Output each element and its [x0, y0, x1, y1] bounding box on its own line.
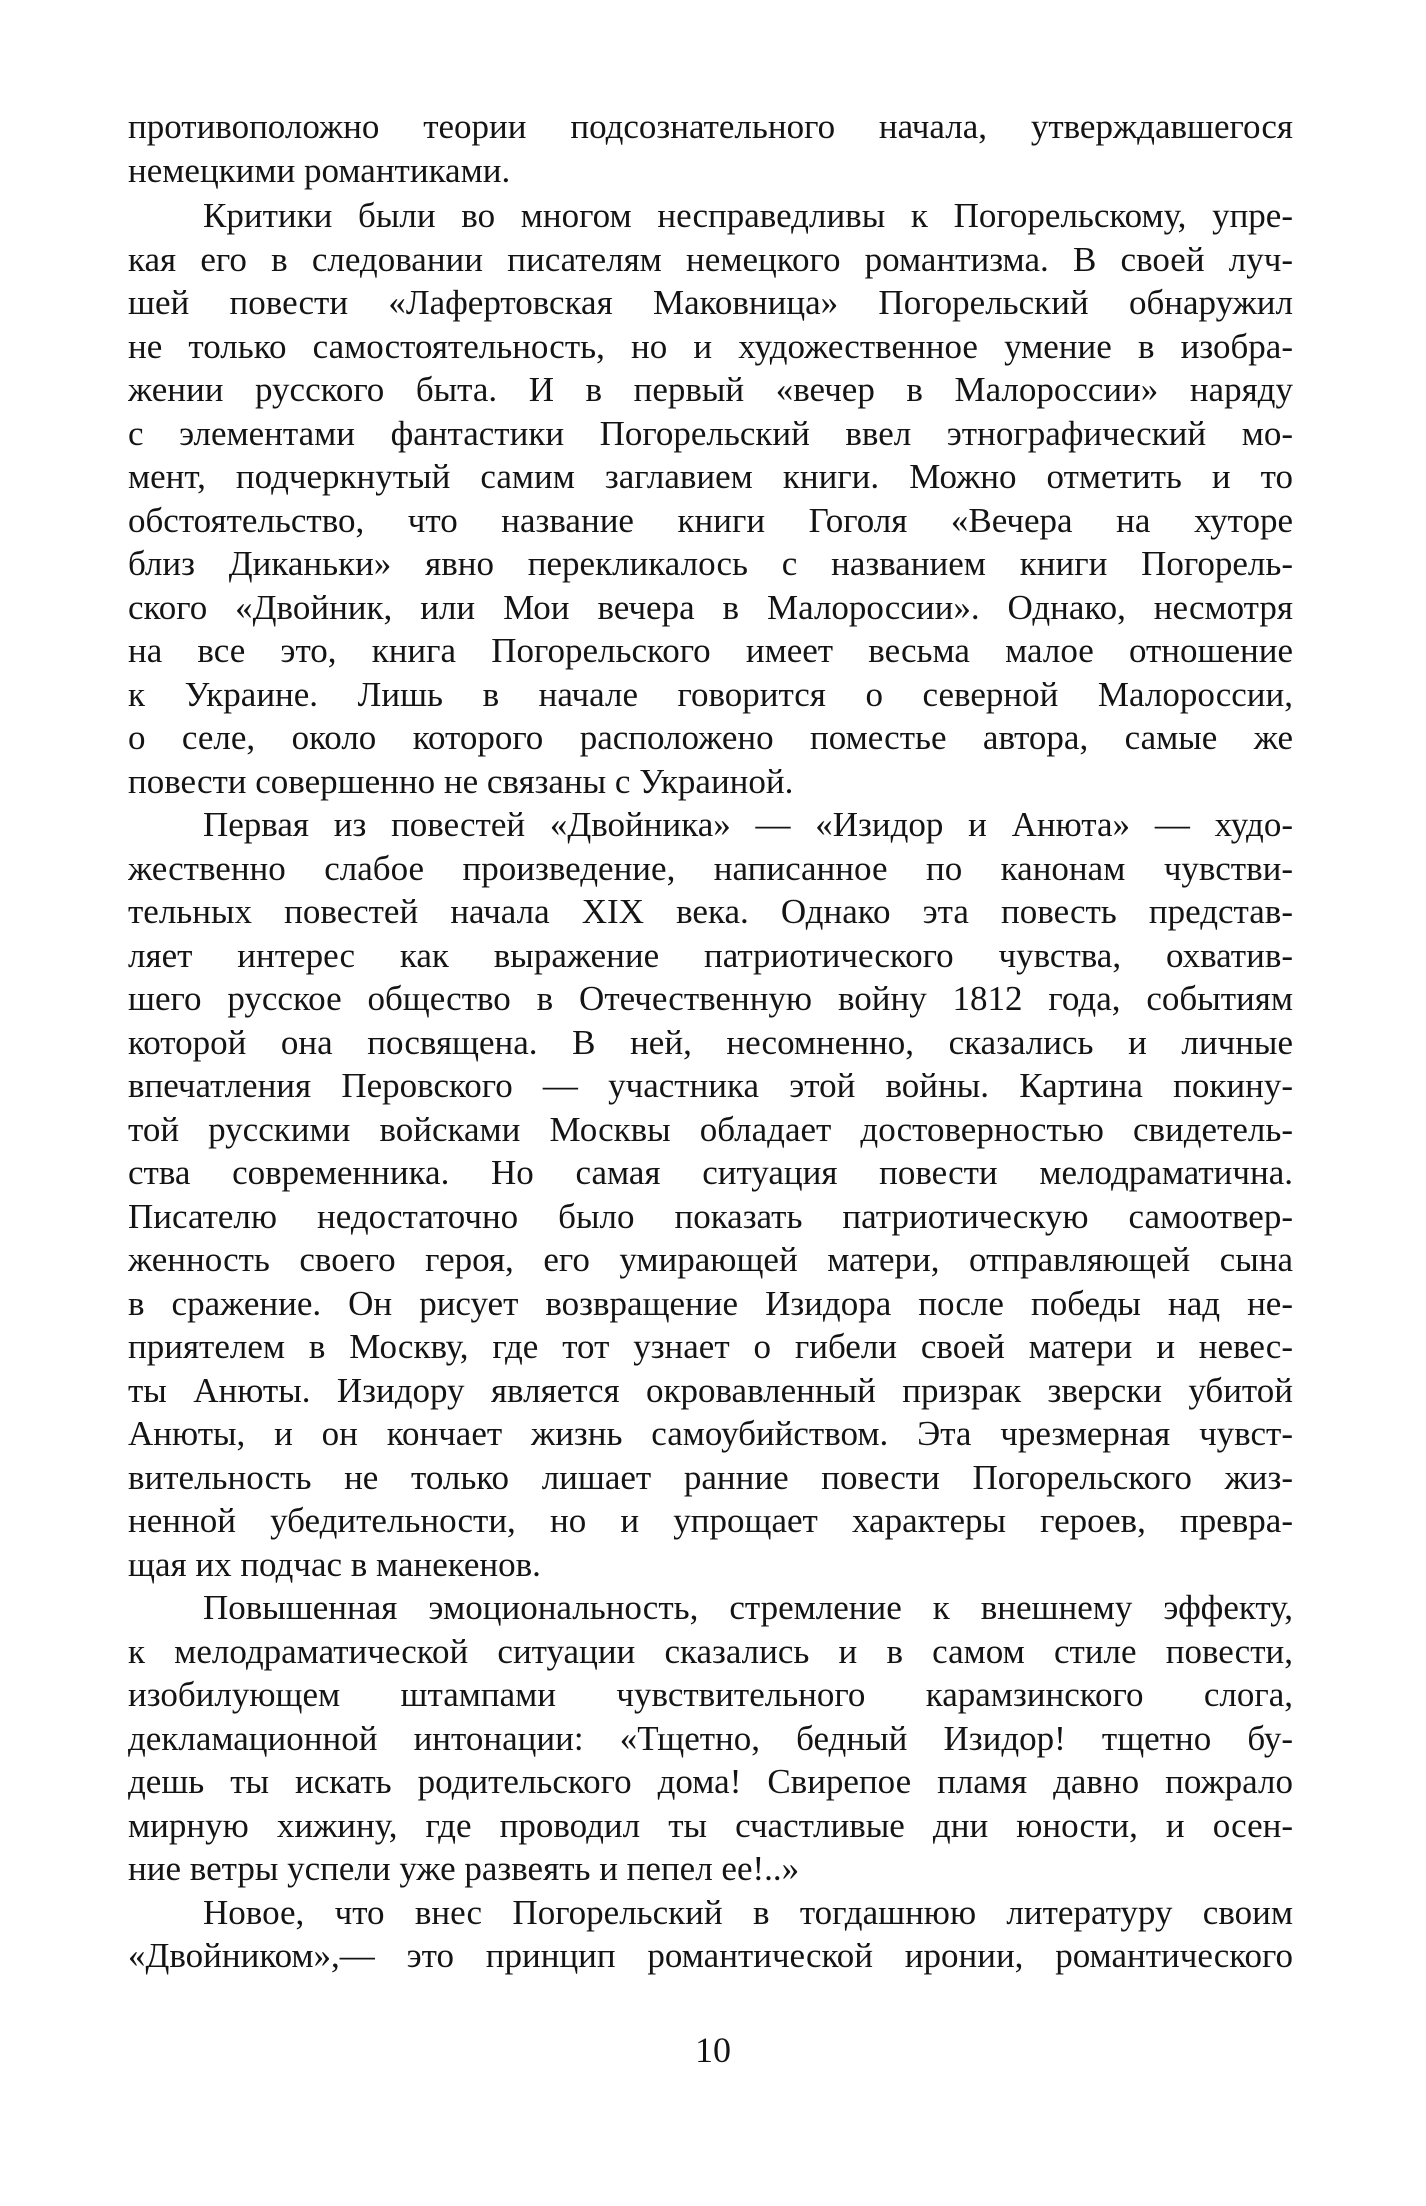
- text-line: мент, подчеркнутый самим заглавием книги. Можно отметить и то: [128, 457, 1293, 496]
- paragraph: [128, 1891, 1293, 1978]
- page-number: 10: [695, 2030, 731, 2070]
- text-line: на все это, книга Погорельского имеет весьма малое отношение: [128, 631, 1293, 670]
- paragraph: [128, 1586, 1293, 1891]
- text-line: в сражение. Он рисует возвращение Изидора после победы над не-: [128, 1283, 1293, 1323]
- text-line: шей повести «Лафертовская Маковница» Погорельский обнаружил: [128, 283, 1293, 322]
- text-line: ского «Двойник, или Мои вечера в Малороссии». Однако, несмотря: [128, 587, 1293, 627]
- text-line: впечатления Перовского — участника этой войны. Картина покину-: [128, 1066, 1293, 1105]
- text-line: ние ветры успели уже развеять и пепел ее!..»: [128, 1849, 800, 1888]
- text-line: не только самостоятельность, но и художественное умение в изобра-: [128, 326, 1293, 366]
- text-line: жественно слабое произведение, написанное по канонам чувстви-: [128, 848, 1293, 888]
- text-line: декламационной интонации: «Тщетно, бедный Изидор! тщетно бу-: [128, 1718, 1293, 1758]
- text-line: Повышенная эмоциональность, стремление к внешнему эффекту,: [203, 1588, 1293, 1627]
- text-line: Анюты, и он кончает жизнь самоубийством. Эта чрезмерная чувст-: [128, 1414, 1293, 1453]
- text-line: немецкими романтиками.: [128, 150, 511, 190]
- text-line: женность своего героя, его умирающей матери, отправляющей сына: [128, 1240, 1293, 1279]
- text-line: мирную хижину, где проводил ты счастливые дни юности, и осен-: [128, 1805, 1293, 1845]
- page-body: [128, 105, 1293, 1978]
- text-line: Первая из повестей «Двойника» — «Изидор и Анюта» — худо-: [203, 805, 1293, 844]
- text-line: шего русское общество в Отечественную войну 1812 года, событиям: [128, 979, 1293, 1018]
- paragraph: [128, 105, 1293, 192]
- paragraph: [128, 194, 1293, 803]
- text-line: вительность не только лишает ранние повести Погорельского жиз-: [128, 1457, 1293, 1497]
- text-line: кая его в следовании писателям немецкого романтизма. В своей луч-: [128, 239, 1293, 279]
- text-line: с элементами фантастики Погорельский ввел этнографический мо-: [128, 413, 1293, 453]
- text-line: приятелем в Москву, где тот узнает о гибели своей матери и невес-: [128, 1327, 1293, 1366]
- text-line: жении русского быта. И в первый «вечер в Малороссии» наряду: [128, 370, 1293, 409]
- text-line: о селе, около которого расположено поместье автора, самые же: [128, 718, 1293, 757]
- text-line: ства современника. Но самая ситуация повести мелодраматична.: [128, 1153, 1293, 1192]
- text-line: обстоятельство, что название книги Гоголя «Вечера на хуторе: [128, 500, 1293, 540]
- text-line: «Двойником»,— это принцип романтической иронии, романтического: [128, 1936, 1293, 1975]
- text-line: которой она посвящена. В ней, несомненно, сказались и личные: [128, 1022, 1293, 1062]
- text-line: той русскими войсками Москвы обладает достоверностью свидетель-: [128, 1109, 1293, 1149]
- text-line: ляет интерес как выражение патриотического чувства, охватив-: [128, 935, 1293, 975]
- text-line: изобилующем штампами чувствительного карамзинского слога,: [128, 1675, 1293, 1714]
- text-line: Критики были во многом несправедливы к Погорельскому, упре-: [203, 196, 1293, 235]
- text-line: к Украине. Лишь в начале говорится о северной Малороссии,: [128, 674, 1293, 714]
- text-line: тельных повестей начала XIX века. Однако эта повесть представ-: [128, 892, 1293, 931]
- text-line: дешь ты искать родительского дома! Свирепое пламя давно пожрало: [128, 1762, 1293, 1801]
- text-line: ты Анюты. Изидору является окровавленный призрак зверски убитой: [128, 1370, 1293, 1410]
- text-line: Новое, что внес Погорельский в тогдашнюю литературу своим: [203, 1892, 1293, 1932]
- paragraph: [128, 803, 1293, 1586]
- text-line: ненной убедительности, но и упрощает характеры героев, превра-: [128, 1501, 1293, 1540]
- text-line: близ Диканьки» явно перекликалось с названием книги Погорель-: [128, 544, 1293, 583]
- text-line: к мелодраматической ситуации сказались и в самом стиле повести,: [128, 1631, 1293, 1671]
- text-line: повести совершенно не связаны с Украиной.: [128, 761, 794, 801]
- text-line: Писателю недостаточно было показать патриотическую самоотвер-: [128, 1196, 1293, 1236]
- text-line: противоположно теории подсознательного начала, утверждавшегося: [128, 107, 1293, 146]
- text-line: щая их подчас в манекенов.: [128, 1544, 541, 1584]
